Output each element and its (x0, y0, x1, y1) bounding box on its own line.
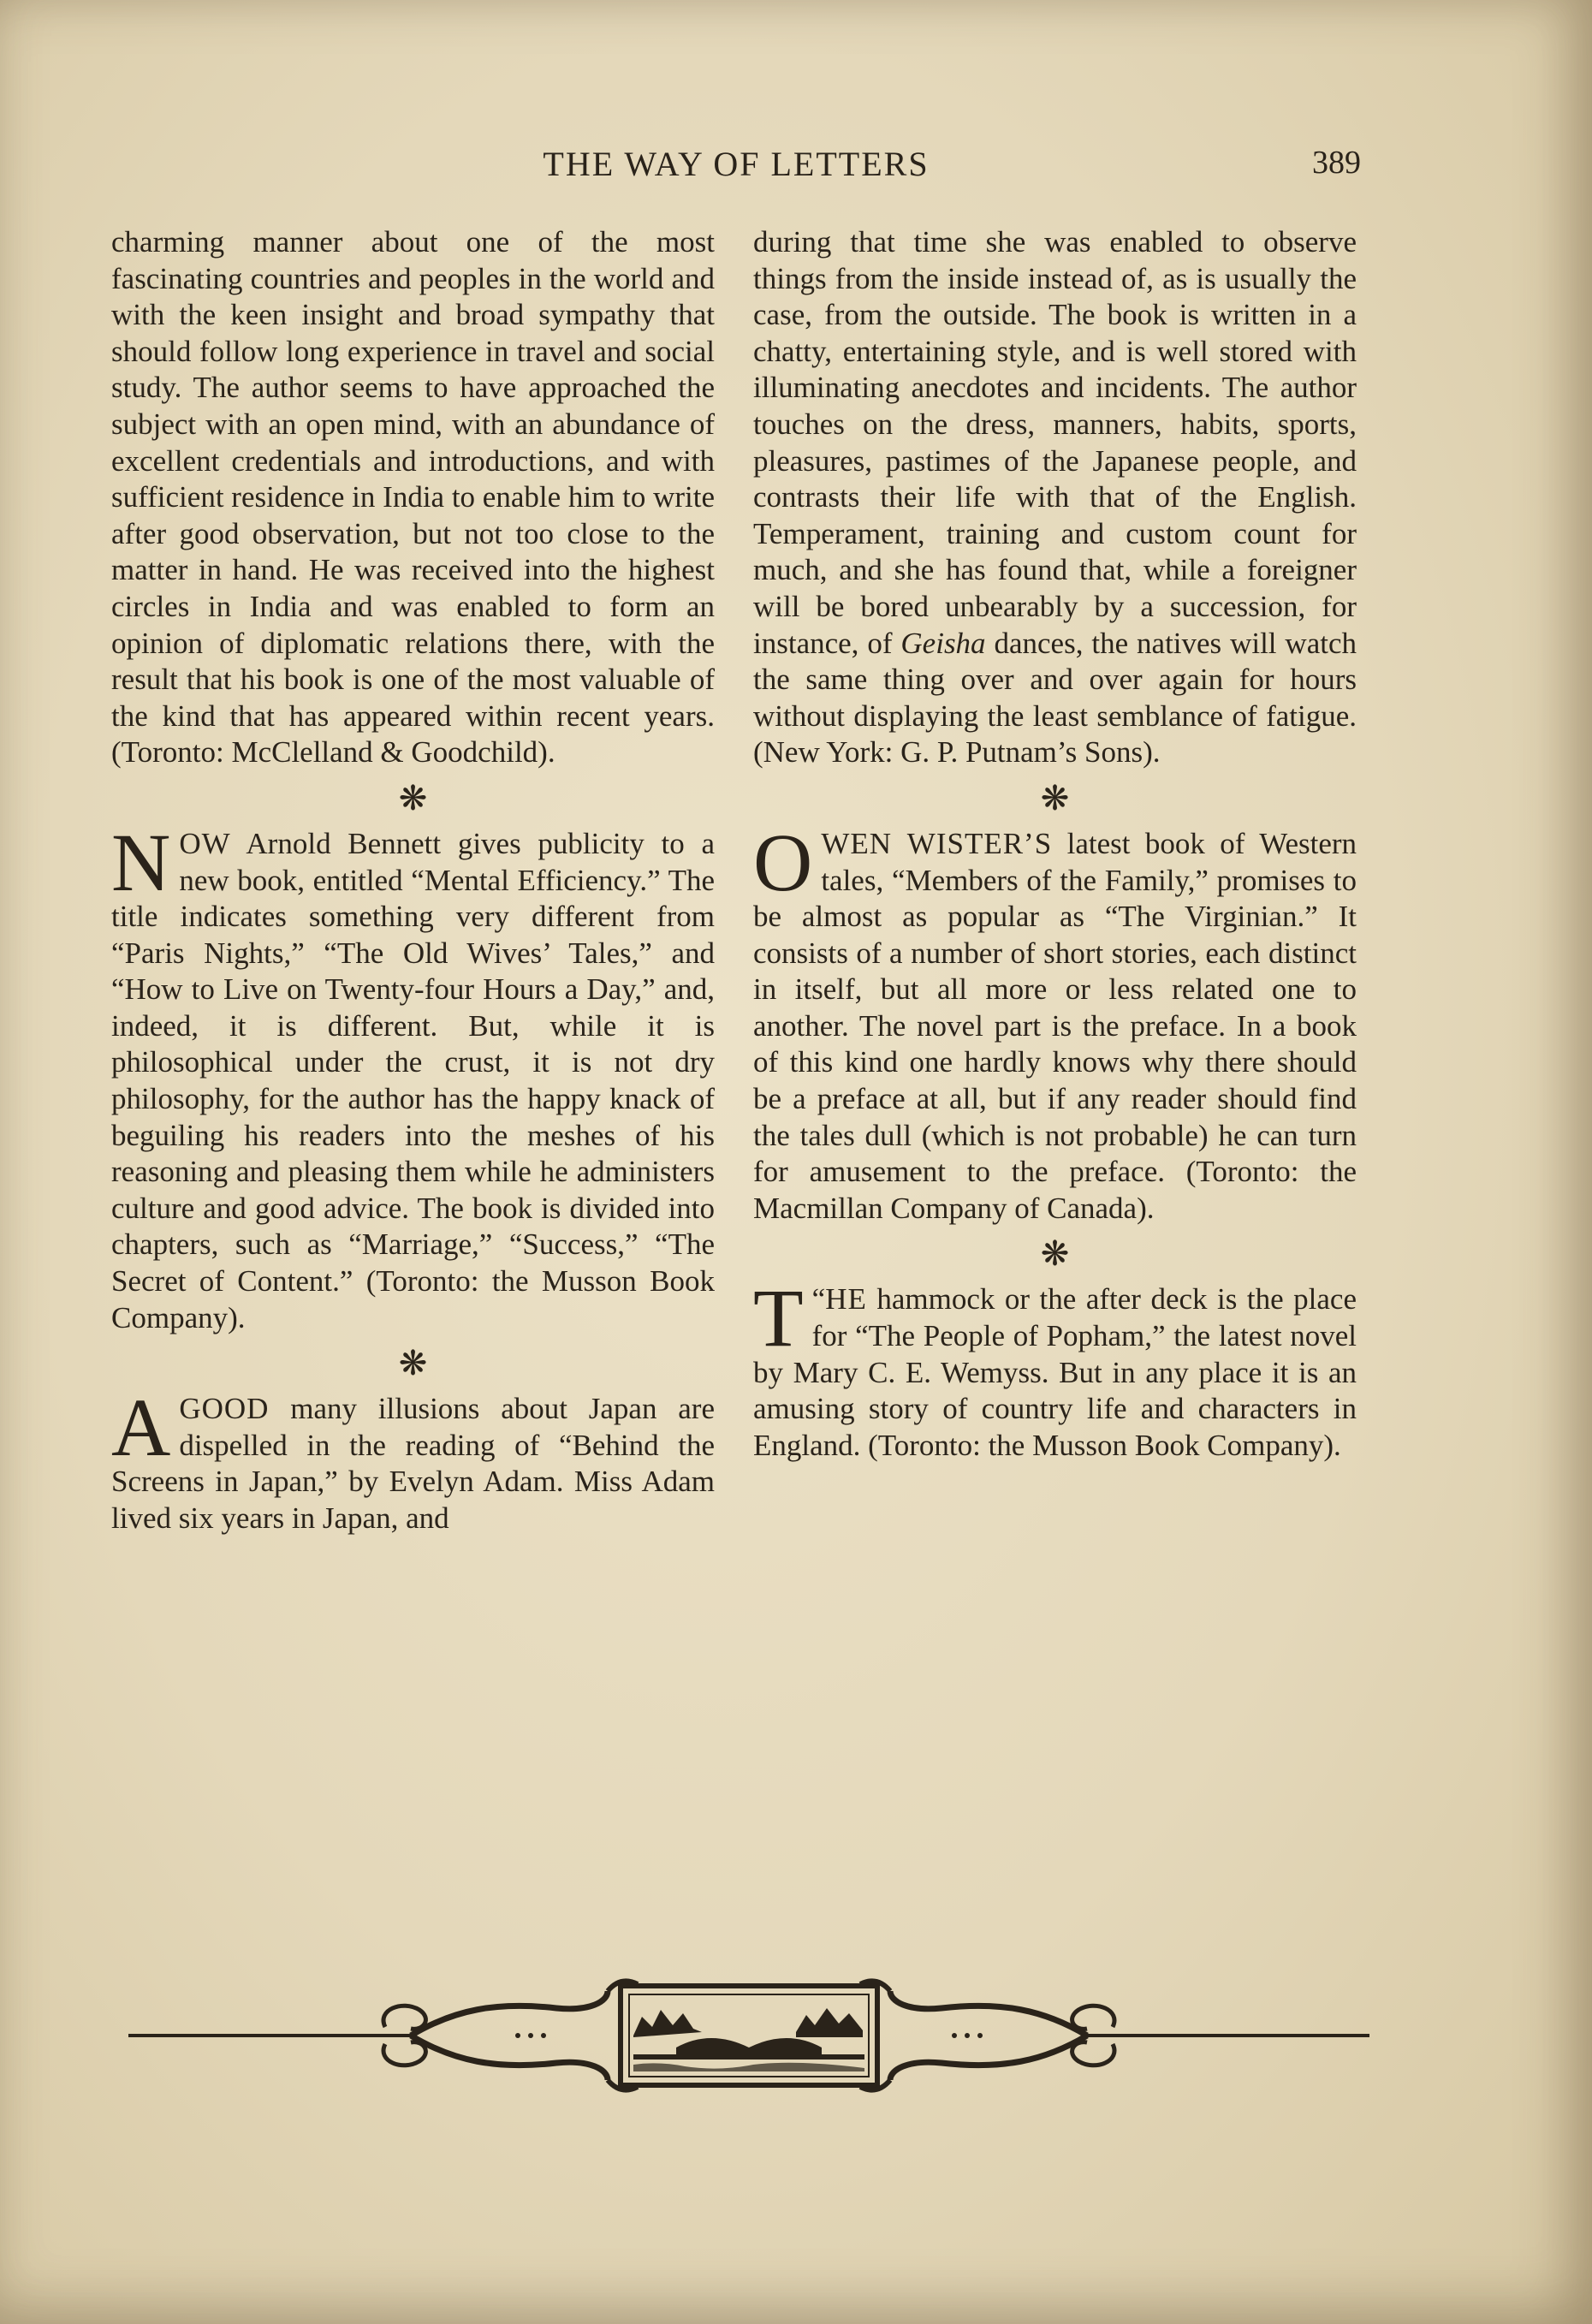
opening-quote: “ (811, 1282, 826, 1317)
paragraph-body: during that time she was enabled to observe things from the inside instead of, as is usually the case, from the outside. The book is written in a chatty, entertaining style, and is well stored with illuminating anecdotes and incidents. The author touches on the dress, manners, habits, sports, pleasures, pastimes of the Japanese people, and contrasts their life with that of the English. Temperament, training and custom count for much, and she has found that, while a foreigner will be bored unbearably by a succession, for instance, of (753, 225, 1357, 660)
drop-cap: T (753, 1272, 804, 1364)
tailpiece-ornament (128, 1976, 1369, 2095)
paragraph-body: latest book of Western tales, “Members of the Family,” promises to be almost as popular as “The Virginian.” It consists of a number of short stories, each distinct in itself, but all more or less related one to another. The novel part is the preface. In a book of this kind one hardly knows why there should be a preface at all, but if any reader should find the tales dull (which is not probable) he can turn for amusement to the preface. (Toronto: the Macmillan Company of Canada). (753, 826, 1357, 1225)
running-title: THE WAY OF LETTERS (543, 145, 930, 183)
review-paragraph: charming manner about one of the most fascinating countries and peoples in the world and with the keen insight and broad sympathy that should follow long experience in travel and social study. The author seems to have approached the subject with an open mind, with an abundance of excellent credentials and introductions, and with sufficient residence in India to enable him to write after good observation, but not too close to the matter in hand. He was received into the highest circles in India and was enabled to form an opinion of diplomatic relations there, with the result that his book is one of the most valuable of the kind that has appeared within recent years. (Toronto: McClelland & Goodchild). (111, 225, 715, 770)
paragraph-body: many illusions about Japan are dispelled in the reading of “Behind the Screens in Japan,” by Evelyn Adam. Miss Adam lived six years in Japan, and (111, 1392, 715, 1535)
page-number: 389 (1312, 145, 1361, 181)
paragraph-body: hammock or the after deck is the place for “The People of Popham,” the latest novel by Mary C. E. Wemyss. But in any place it is an amusing story of country life and characters in England. (Toronto: the Musson Book Company). (753, 1282, 1357, 1462)
drop-cap: O (753, 816, 813, 908)
section-ornament: ❋ (398, 1344, 428, 1383)
decorative-vignette (128, 1976, 1369, 2095)
section-ornament: ❋ (1040, 778, 1070, 817)
review-paragraph (111, 816, 715, 1336)
lead-small-caps: WEN WISTER’S (821, 826, 1053, 860)
italic-title: Geisha (900, 626, 986, 660)
review-paragraph (753, 224, 1357, 771)
right-column (753, 224, 1357, 1464)
review-paragraph (753, 1272, 1357, 1464)
section-ornament: ❋ (398, 778, 428, 817)
lead-small-caps: OW (179, 826, 231, 860)
lead-small-caps: HE (825, 1282, 867, 1317)
paragraph-body: dances, the natives will watch the same thing over and over again for hours without displaying the least semblance of fatigue. (New York: G. P. Putnam’s Sons). (753, 626, 1357, 770)
drop-cap: A (111, 1382, 171, 1474)
review-paragraph (111, 1382, 715, 1536)
section-ornament: ❋ (1040, 1234, 1070, 1274)
running-head (111, 139, 1361, 190)
drop-cap: N (111, 816, 171, 908)
paragraph-body: Arnold Bennett gives publicity to a new book, entitled “Mental Efficiency.” The title indicates something very different from “Paris Nights,” “The Old Wives’ Tales,” and “How to Live on Twenty-four Hours a Day,” and, indeed, it is different. But, while it is philosophical under the crust, it is not dry philosophy, for the author has the happy knack of beguiling his readers into the meshes of his reasoning and pleasing them while he administers culture and good advice. The book is divided into chapters, such as “Marriage,” “Success,” “The Secret of Content.” (Toronto: the Musson Book Company). (111, 826, 715, 1334)
lead-small-caps: GOOD (179, 1392, 270, 1426)
review-paragraph (753, 816, 1357, 1227)
left-column (111, 224, 715, 1537)
